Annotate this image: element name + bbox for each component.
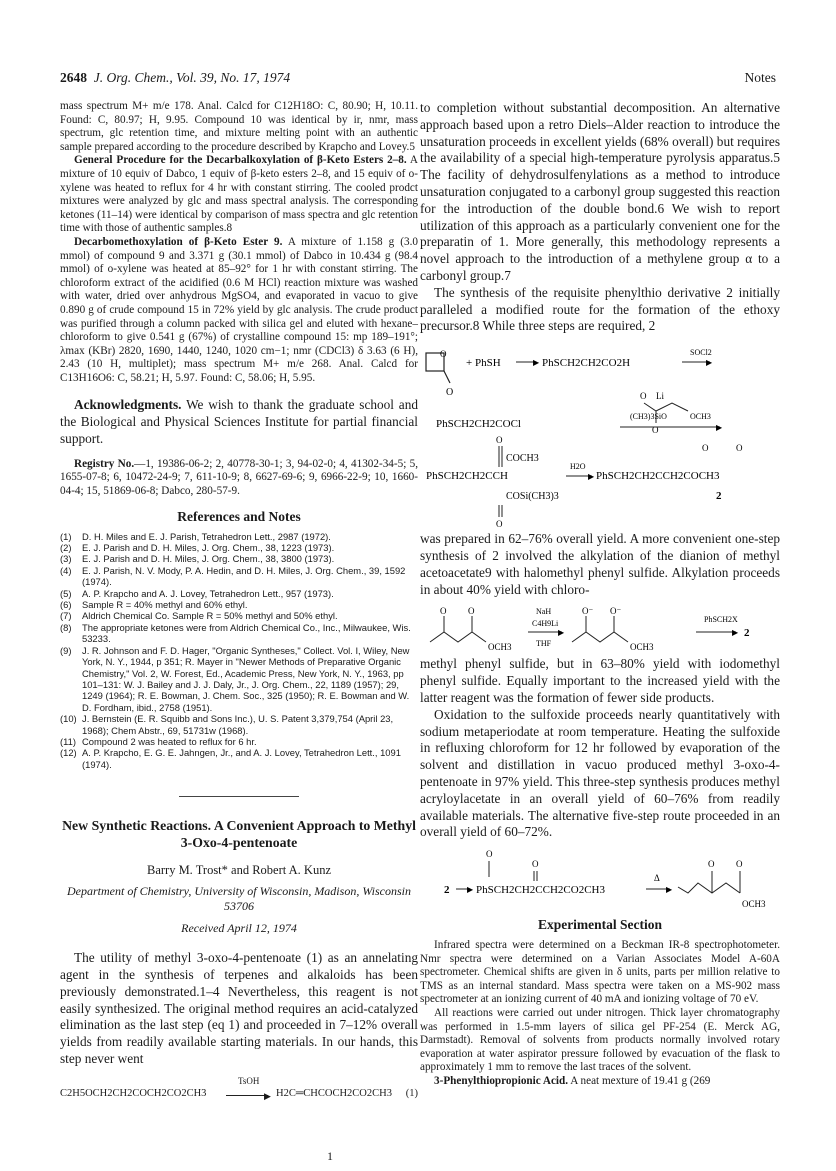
article-title: New Synthetic Reactions. A Convenient Approach to Methyl 3-Oxo-4-pentenoate: [62, 818, 416, 851]
decarb-heading: Decarbomethoxylation of β-Keto Ester 9.: [74, 235, 283, 248]
section-label: Notes: [744, 70, 776, 85]
decarb-paragraph: [60, 236, 418, 386]
experimental-paragraph-1: Infrared spectra were determined on a Beckman IR-8 spectrophotometer. Nmr spectra were determined on a Varian Associates Model A-60A spectrometer. Chemical shifts are given in δ units, parts per million relative to TMS as an internal standard. Mass spectra were taken on a MS-902 mass spectrometer at an ionizing current of 40 mA and ionizing voltage of 70 eV.: [420, 939, 780, 1006]
page-number: 2648: [60, 70, 87, 85]
reference-number: (4): [60, 564, 72, 576]
arrowhead-icon: ▶: [467, 885, 474, 895]
exp3-heading: 3-Phenylthiopropionic Acid.: [434, 1075, 569, 1088]
int-o-top: O: [496, 435, 503, 446]
lactone-ring-o: O: [440, 349, 447, 360]
ack-heading: Acknowledgments.: [74, 397, 182, 413]
reference-text: E. J. Parish, N. V. Mody, P. A. Hedin, and D. H. Miles, J. Org. Chem., 39, 1592 (1974).: [82, 564, 406, 588]
reference-item: [60, 599, 418, 610]
thf-reagent: THF: [536, 639, 552, 649]
reference-item: [60, 645, 418, 713]
reference-number: (8): [60, 621, 72, 633]
reference-text: D. H. Miles and E. J. Parish, Tetrahedron Lett., 2987 (1972).: [82, 530, 331, 542]
acid-chloride: PhSCH2CH2COCl: [436, 418, 521, 431]
right-column: [420, 100, 780, 1089]
registry-text: —1, 19386-06-2; 2, 40778-30-1; 3, 94-02-0; 4, 41302-34-5; 5, 1655-07-8; 6, 10472-24-9; 7, 611-10-9; 8, 6627-69-6; 9, 6966-22-9; 10, 1660-04-4; 15, 51869-06-8; Dabco, 280-57-9.: [60, 457, 418, 498]
references-heading: References and Notes: [177, 508, 301, 524]
reference-number: (11): [60, 735, 76, 747]
scheme3-start-label: 2: [444, 884, 450, 897]
scheme2-product-label: 2: [744, 627, 750, 640]
reference-text: J. R. Johnson and F. D. Hager, "Organic Syntheses," Collect. Vol. I, Wiley, New York, N. Y., 1944, p 351; R. Mayer in "Newer Methods of Preparative Organic Chemistry," Vol. 2, W. Forest, Ed., Academic Press, New York, N. Y., 1963, pp 101–131: W. J. Bailey and J. J. Daly, Jr., J. Org. Chem., 22, 1189 (1957); 29, 1249 (1964); R. E. Bowman, J. Chem. Soc., 325 (1950); R. E. Bowman and W. D. Fordham, ibid., 2758 (1951).: [82, 644, 410, 713]
arrowhead-icon: ▶: [666, 885, 673, 895]
general-procedure-text: A mixture of 10 equiv of Dabco, 1 equiv of β-keto esters 2–8, and 15 equiv of o-xylene was heated to reflux for 4 hr with constant stirring. The cooled prodct mixtures were analyzed by glc and mass spectral analysis. The corresponding ketones (11–14) were identical by comparison of mass spectra and glc retention time with those of authentic samples.8: [60, 154, 418, 235]
ketoester-o-2: O: [468, 606, 475, 617]
reference-item: [60, 588, 418, 599]
article-affiliation: Department of Chemistry, University of Wisconsin, Madison, Wisconsin 53706: [67, 884, 411, 913]
right-paragraph-4: methyl phenyl sulfide, but in 63–80% yield with iodomethyl phenyl sulfide. Equally important to the increased yield with the latter reagent was the formation of fewer side products.: [420, 656, 780, 705]
right-paragraph-2: The synthesis of the requisite phenylthio derivative 2 initially paralleled a modified route for the formation of the ethoxy precursor.8 While three steps are required, 2: [420, 284, 780, 334]
ketoester-o-1: O: [440, 606, 447, 617]
arrowhead-icon: ▶: [588, 472, 595, 482]
scheme-2: [420, 602, 780, 656]
reference-item: [60, 542, 418, 553]
header-left: [60, 70, 290, 86]
experimental-paragraph-2: All reactions were carried out under nitrogen. Thick layer chromatography was performed in 1.5-mm layers of silica gel PF-254 (E. Merck AG, Darmstadt). Removal of solvents from products normally involved rotary evaporation at water aspirator pressure followed by evacuation of the flask to approximately 1 mm to remove the last traces of the solvent.: [420, 1007, 780, 1074]
exp3-text: A neat mexture of 19.41 g (269: [570, 1075, 711, 1088]
arrowhead-icon: ▶: [716, 423, 723, 433]
reference-text: A. P. Krapcho, E. G. E. Jahngen, Jr., and A. J. Lovey, Tetrahedron Lett., 1091 (1974).: [82, 747, 401, 770]
reference-number: (2): [60, 542, 72, 554]
reference-item: [60, 622, 418, 645]
acknowledgments: [60, 397, 418, 447]
och3-label: OCH3: [690, 412, 711, 422]
left-column: [60, 100, 418, 1110]
reference-text: Aldrich Chemical Co. Sample R = 50% methyl and 50% ethyl.: [82, 610, 338, 622]
reference-item: [60, 553, 418, 564]
reference-item: [60, 736, 418, 747]
li-o: O: [640, 391, 647, 402]
reference-number: (10): [60, 713, 77, 725]
dianion-o-2: O⁻: [610, 606, 622, 617]
reference-text: Sample R = 40% methyl and 60% ethyl.: [82, 599, 248, 611]
prod-o-1: O: [702, 443, 709, 454]
nah-reagent: NaH: [536, 607, 552, 617]
right-paragraph-1: to completion without substantial decomposition. An alternative approach based upon a retro Diels–Alder reaction to introduce the unsaturation proceeds in excellent yields (68% overall) but requires the availability of a special high-temperature pyrolysis apparatus.5 The facility of dehydrosulfenylations as a method to introduce unsaturation conjugated to a carbonyl group suggested this reaction for the introduction of the double bond.6 We wish to report utilization of this approach as a particularly convenient one for the preparatin of 1. More generally, this methodology represents a novel approach to the introduction of a methylene group α to a carbonyl group.7: [420, 100, 780, 283]
reference-number: (3): [60, 553, 72, 565]
sulfoxide-keto-o: O: [532, 859, 539, 870]
general-procedure-paragraph: [60, 154, 418, 236]
reference-number: (1): [60, 530, 72, 542]
product-o-1: O: [708, 859, 715, 870]
reference-number: (7): [60, 610, 72, 622]
ester-o: O: [652, 425, 659, 436]
ack-text: We wish to thank the graduate school and the Biological and Physical Sciences Institute for partial financial support.: [60, 397, 418, 447]
eq1-right: H2C═CHCOCH2CO2CH3: [276, 1087, 392, 1099]
section-divider: [179, 796, 299, 797]
lactone-o-label: O: [446, 387, 454, 399]
page-header: [60, 70, 776, 90]
delta-reagent: Δ: [654, 873, 660, 884]
product-acid: PhSCH2CH2CO2H: [542, 357, 631, 370]
int-o-bottom: O: [496, 519, 503, 528]
li-label: Li: [656, 391, 664, 402]
phsch2x-reagent: PhSCH2X: [704, 615, 738, 625]
right-paragraph-3: was prepared in 62–76% overall yield. A more convenient one-step synthesis of 2 involved the alkylation of the dianion of methyl acetoacetate9 with halomethyl phenyl sulfide. Alkylation proceeds in about 40% yield with chloro-: [420, 531, 780, 597]
experimental-heading: Experimental Section: [537, 917, 663, 933]
reference-text: E. J. Parish and D. H. Miles, J. Org. Chem., 38, 3800 (1973).: [82, 553, 335, 565]
coch3-label: COCH3: [506, 453, 539, 465]
silyl-label: (CH3)3SiO: [630, 412, 667, 422]
sulfoxide-o: O: [486, 849, 493, 860]
article-authors: Barry M. Trost* and Robert A. Kunz: [146, 863, 332, 878]
arrowhead-icon: ▶: [732, 628, 739, 638]
eq1-number: (1): [405, 1087, 418, 1099]
scheme-3: [420, 847, 780, 913]
lactone-structure: [426, 349, 453, 398]
decarb-text: A mixture of 1.158 g (3.0 mmol) of compound 9 and 3.371 g (30.1 mmol) of Dabco in 10.434 g (98.4 mmol) of o-xylene was heated at 85–92° for 1 hr with constant stirring. The chloroform extract of the acidified (0.6 M HCl) reaction mixture was washed with water, dried over anhydrous MgSO4, and evaporated in vacuo to give 0.890 g of crude compound 15 in 72% yield by glc analysis. The crude product was purified through a column packed with silica gel and eluted with hexane–chloroform to give 0.541 g (67%) of crystalline compound 15: mp 189–191°; λmax (KBr) 2820, 1690, 1440, 1240, 1020 cm−1; nmr (CDCl3) δ 3.63 (6 H), 2.43 (10 H, multiplet); mass spectrum M+ m/e 268. Anal. Calcd for C13H16O6: C, 58.21; H, 5.97. Found: C, 58.06; H, 5.95.: [60, 235, 418, 384]
scheme2-och3-left: OCH3: [488, 642, 512, 653]
scheme3-och3: OCH3: [742, 899, 766, 910]
journal-citation: J. Org. Chem., Vol. 39, No. 17, 1974: [93, 70, 291, 85]
reference-number: (9): [60, 644, 72, 656]
compound-2-label: 2: [716, 490, 722, 503]
reference-item: [60, 610, 418, 621]
cosi-label: COSi(CH3)3: [506, 491, 559, 503]
registry-numbers: [60, 458, 418, 499]
intermediate-compound: PhSCH2CH2CCH: [426, 470, 508, 483]
reference-item: [60, 565, 418, 588]
eq1-compound-label: 1: [327, 1149, 333, 1163]
arrowhead-icon: ▶: [558, 628, 565, 638]
phenylthio-product: PhSCH2CH2CCH2COCH3: [596, 470, 720, 483]
experimental-paragraph-3: [420, 1075, 780, 1089]
sulfoxide-compound: PhSCH2CH2CCH2CO2CH3: [476, 884, 605, 897]
product-o-2: O: [736, 859, 743, 870]
references-list: [60, 531, 418, 771]
reference-text: E. J. Parish and D. H. Miles, J. Org. Chem., 38, 1223 (1973).: [82, 542, 335, 554]
h2o-reagent: H2O: [570, 462, 586, 472]
reference-text: Compound 2 was heated to reflux for 6 hr.: [82, 735, 257, 747]
eq1-reagent: TsOH: [238, 1075, 260, 1086]
socl2-reagent: SOCl2: [690, 348, 712, 358]
reference-text: A. P. Krapcho and A. J. Lovey, Tetrahedron Lett., 957 (1973).: [82, 587, 334, 599]
arrowhead-icon: ▶: [706, 358, 713, 368]
arrowhead-icon: ▶: [533, 358, 540, 368]
eq1-arrow: [226, 1095, 268, 1096]
intro-paragraph: The utility of methyl 3-oxo-4-pentenoate (1) as an annelating agent in the synthesis of terpenes and alkaloids has been previously demonstrated.1–4 Nevertheless, this reagent is not easily synthesized. The original method requires an acid-catalyzed elimination as the last step (eq 1) and proceeded in 7–12% overall yields from readily available starting materials. In our hands, this step never went: [60, 950, 418, 1066]
mass-spectrum-paragraph: mass spectrum M+ m/e 178. Anal. Calcd for C12H18O: C, 80.90; H, 10.11. Found: C, 80.97; H, 9.95. Compound 10 was identical by ir, nmr, mass spectrum, glc retention time, and mixture melting point with an authentic sample prepared according to the procedure described by Krapcho and Lovey.5: [60, 100, 418, 153]
reagent-phsh: + PhSH: [466, 357, 501, 370]
dianion-o-1: O⁻: [582, 606, 594, 617]
equation-1: [60, 1076, 418, 1110]
general-procedure-heading: General Procedure for the Decarbalkoxylation of β-Keto Esters 2–8.: [74, 154, 407, 167]
reference-item: [60, 747, 418, 770]
right-paragraph-5: Oxidation to the sulfoxide proceeds nearly quantitatively with sodium metaperiodate at room temperature. Heating the sulfoxide in refluxing chloroform for 12 hr followed by evaporation of the solvent and distillation in vacuo produced methyl 3-oxo-4-pentenoate in 97% yield. This three-step synthesis produces methyl acryloylacetate in an overall yield of 60–76% from readily available materials. The alternative five-step route proceeded in an overall yield of 60–72%.: [420, 706, 780, 840]
registry-heading: Registry No.: [74, 457, 135, 470]
reference-number: (12): [60, 747, 77, 759]
scheme2-och3-right: OCH3: [630, 642, 654, 653]
eq1-arrowhead-icon: ▶: [264, 1090, 271, 1101]
buli-reagent: C4H9Li: [532, 619, 559, 629]
reference-number: (5): [60, 587, 72, 599]
reference-item: [60, 713, 418, 736]
reference-text: The appropriate ketones were from Aldrich Chemical Co., Inc., Milwaukee, Wis. 53233.: [82, 621, 411, 645]
reference-text: J. Bernstein (E. R. Squibb and Sons Inc.), U. S. Patent 3,379,754 (April 23, 1968); Chem Abstr., 69, 51731w (1968).: [82, 713, 394, 736]
eq1-left: C2H5OCH2CH2COCH2CO2CH3: [60, 1087, 207, 1099]
reference-item: [60, 531, 418, 542]
reference-number: (6): [60, 599, 72, 611]
scheme-1: [420, 339, 780, 527]
prod-o-2: O: [736, 443, 743, 454]
received-date: Received April 12, 1974: [181, 921, 297, 936]
